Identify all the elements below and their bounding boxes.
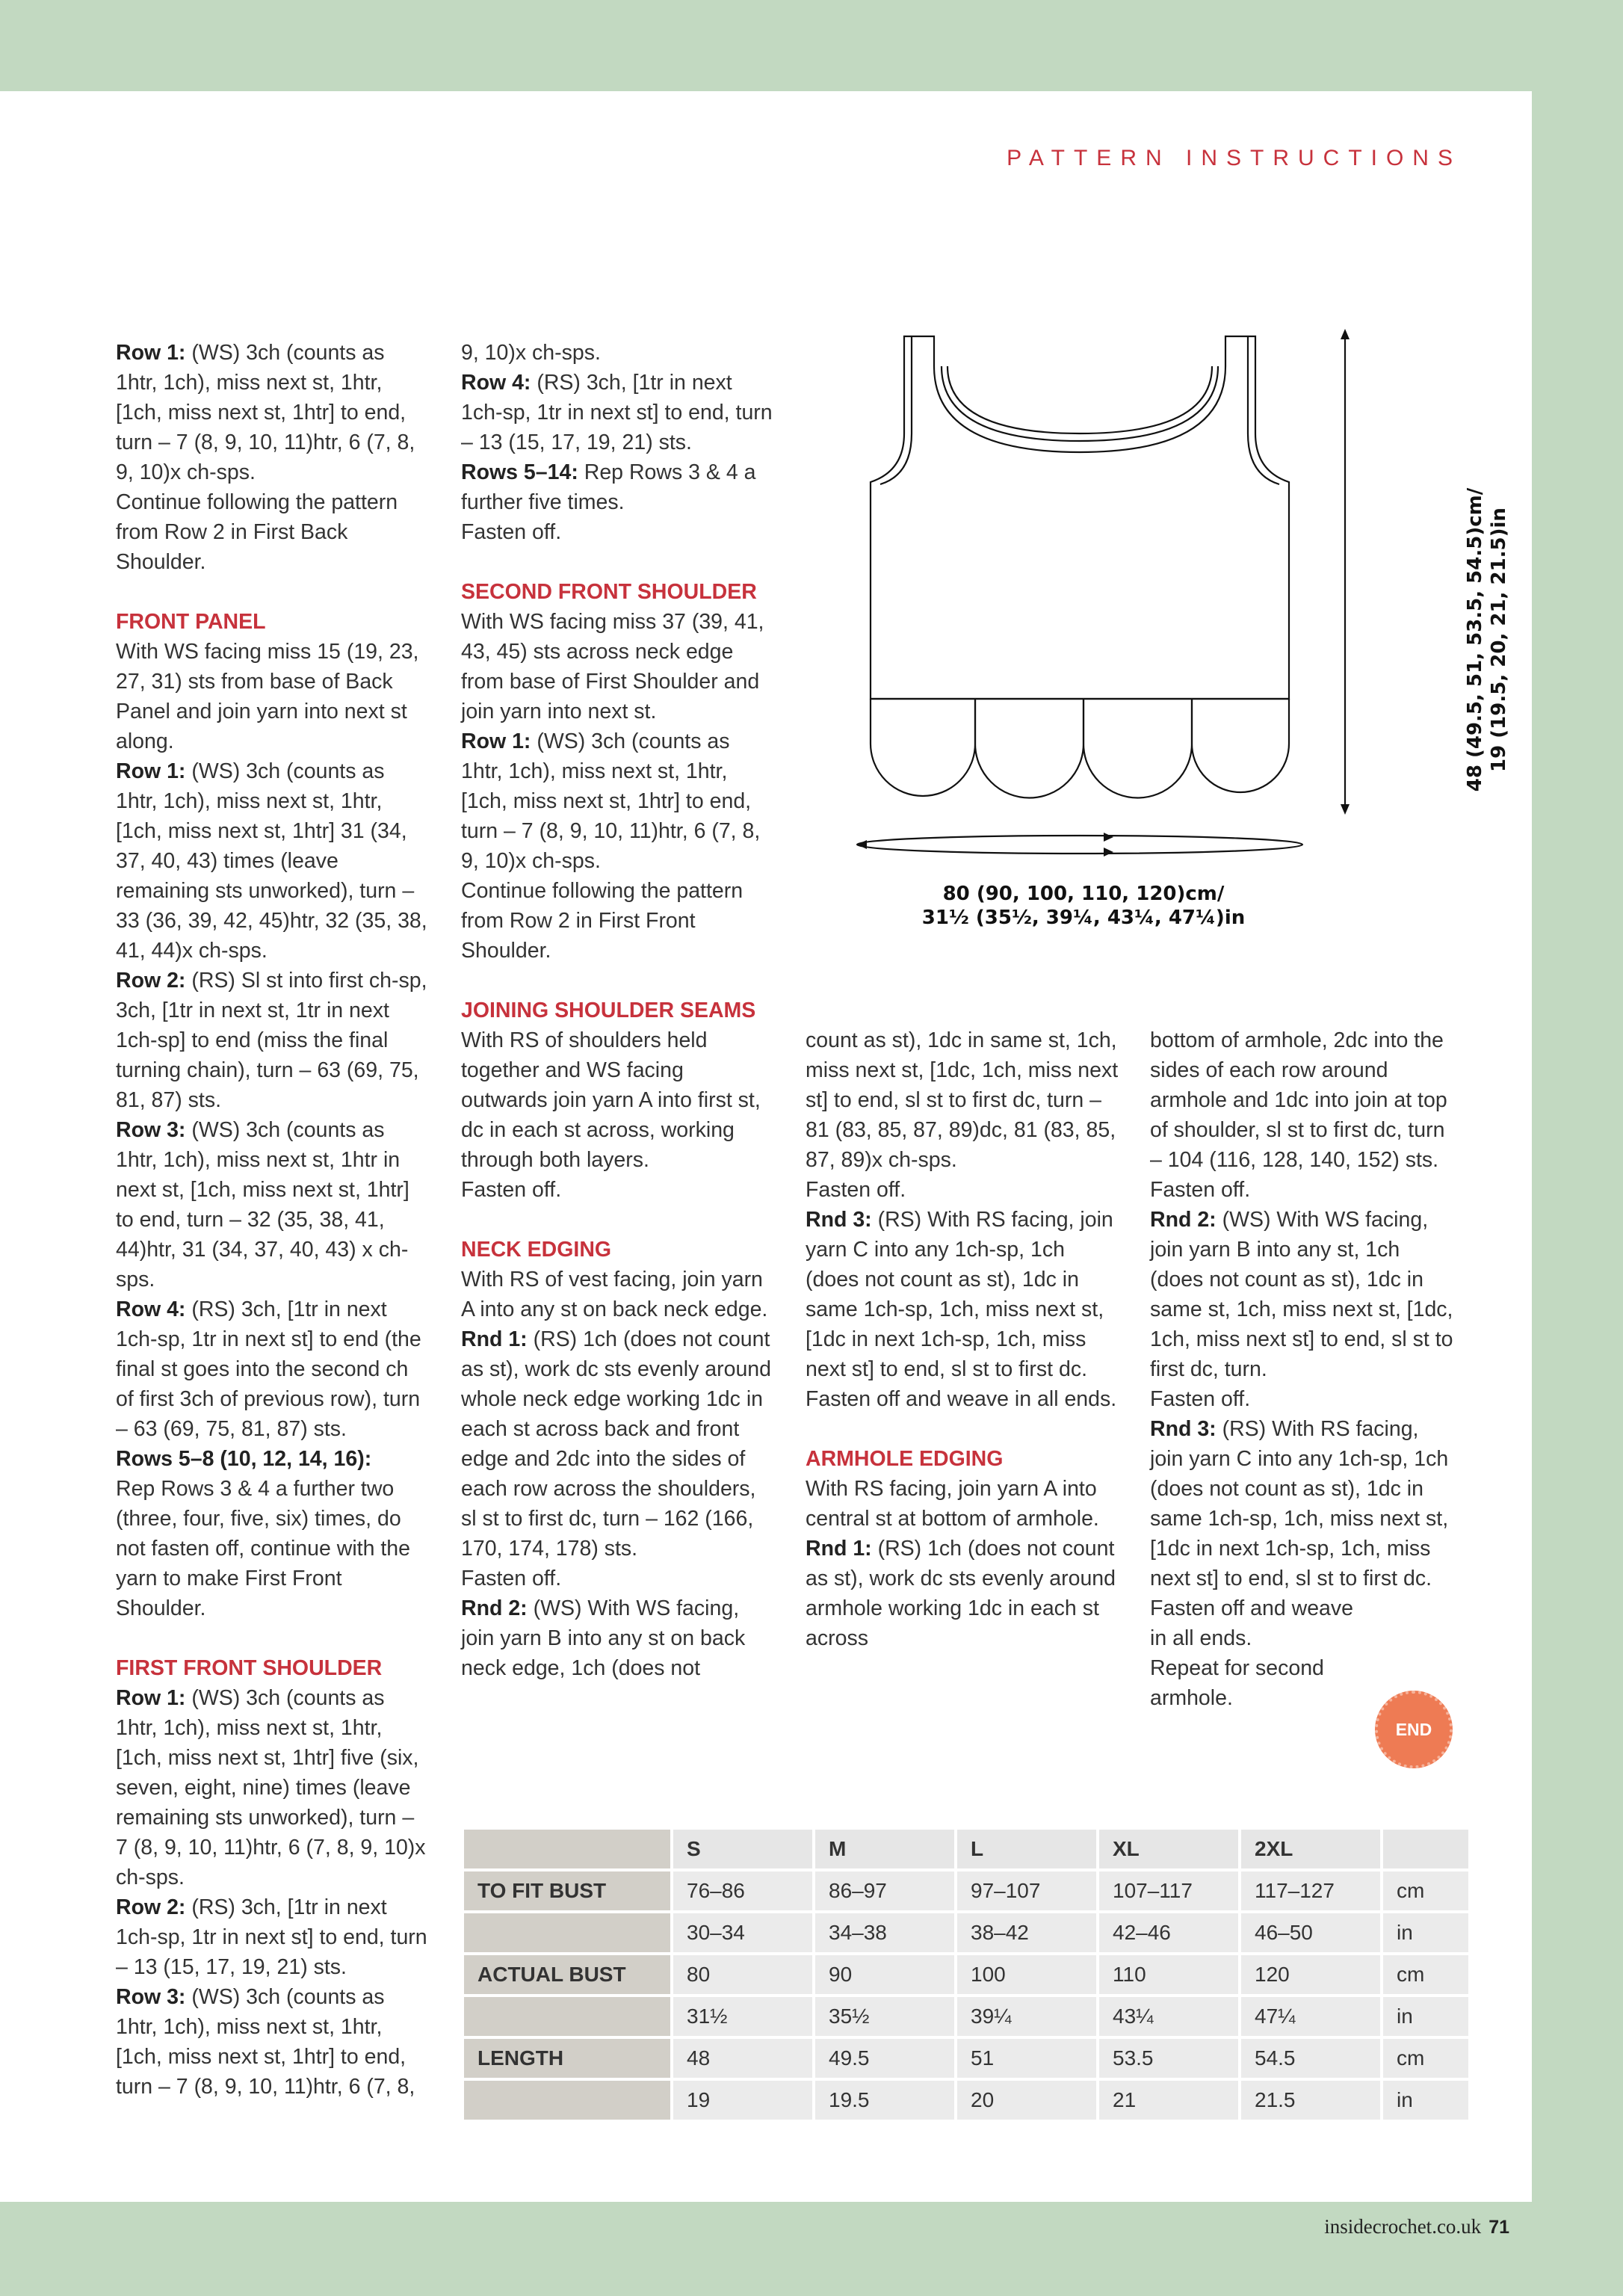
table-header-cell: XL xyxy=(1099,1830,1238,1868)
paragraph: Fasten off. xyxy=(1150,1387,1251,1411)
table-cell: 80 xyxy=(673,1955,812,1994)
paragraph: With WS facing miss 37 (39, 41, 43, 45) sts across neck edge from base of First Shoulder and join yarn into next st. xyxy=(461,610,764,723)
paragraph: Rnd 2: (WS) With WS facing, join yarn B into any st on back neck edge, 1ch (does not xyxy=(461,1596,746,1680)
site-link[interactable]: insidecrochet.co.uk xyxy=(1324,2215,1482,2238)
length-dimension-label: 48 (49.5, 51, 53.5, 54.5)cm/ 19 (19.5, 20, 21, 21.5)in xyxy=(1464,487,1510,792)
paragraph: Rows 5–8 (10, 12, 14, 16): xyxy=(116,1447,372,1471)
heading-joining-shoulder-seams: JOINING SHOULDER SEAMS xyxy=(461,999,756,1022)
paragraph: Row 2: (RS) 3ch, [1tr in next 1ch-sp, 1tr in next st] to end, turn – 13 (15, 17, 19, 21) sts. xyxy=(116,1895,427,1979)
table-cell: 100 xyxy=(957,1955,1096,1994)
page-number: 71 xyxy=(1488,2217,1509,2238)
table-corner-cell xyxy=(464,1830,670,1868)
paragraph: Fasten off and weave in all ends. xyxy=(1150,1596,1353,1650)
table-row xyxy=(464,2039,1468,2078)
table-cell: 97–107 xyxy=(957,1871,1096,1910)
end-badge: END xyxy=(1375,1691,1453,1768)
table-cell: 49.5 xyxy=(815,2039,954,2078)
paragraph: Rep Rows 3 & 4 a further two (three, four, five, six) times, do not fasten off, continue with the yarn to make First Front Shoulder. xyxy=(116,1477,410,1620)
paragraph: Row 4: (RS) 3ch, [1tr in next 1ch-sp, 1tr in next st] to end, turn – 13 (15, 17, 19, 21) sts. xyxy=(461,371,773,454)
table-header-cell: M xyxy=(815,1830,954,1868)
table-cell: 120 xyxy=(1241,1955,1380,1994)
paragraph: With RS of vest facing, join yarn A into any st on back neck edge. xyxy=(461,1268,768,1321)
table-cell: 53.5 xyxy=(1099,2039,1238,2078)
table-cell: 47¼ xyxy=(1241,1997,1380,2036)
column-3 xyxy=(806,1025,1119,1653)
paragraph: With RS of shoulders held together and WS facing outwards join yarn A into first st, dc in each st across, working through both layers. xyxy=(461,1028,761,1172)
paragraph: Row 3: (WS) 3ch (counts as 1htr, 1ch), miss next st, 1htr in next st, [1ch, miss next st, 1htr] to end, turn – 32 (35, 38, 41, 44)htr, 31 (34, 37, 40, 43) x ch-sps. xyxy=(116,1118,409,1292)
row-label: ACTUAL BUST xyxy=(464,1955,670,1994)
paragraph: Fasten off. xyxy=(806,1178,906,1202)
table-cell: 86–97 xyxy=(815,1871,954,1910)
table-cell: 48 xyxy=(673,2039,812,2078)
paragraph: Fasten off. xyxy=(461,1567,562,1590)
paragraph: Rnd 3: (RS) With RS facing, join yarn C into any 1ch-sp, 1ch (does not count as st), 1dc in same 1ch-sp, 1ch, miss next st, [1dc in next 1ch-sp, 1ch, miss next st] to end, sl st to first dc. xyxy=(1150,1417,1449,1590)
table-cell: 54.5 xyxy=(1241,2039,1380,2078)
section-header: PATTERN INSTRUCTIONS xyxy=(1007,146,1462,170)
paragraph: Row 3: (WS) 3ch (counts as 1htr, 1ch), miss next st, 1htr, [1ch, miss next st, 1htr] to end, turn – 7 (8, 9, 10, 11)htr, 6 (7, 8, xyxy=(116,1985,415,2099)
paragraph: Rnd 1: (RS) 1ch (does not count as st), work dc sts evenly around whole neck edge working 1dc in each st across back and front edge and 2dc into the sides of each row across the shoulders, sl st to first dc, turn – 162 (166, 170, 174, 178) sts. xyxy=(461,1327,772,1561)
row-label xyxy=(464,2081,670,2120)
table-cell: 35½ xyxy=(815,1997,954,2036)
paragraph: Fasten off. xyxy=(461,520,562,544)
paragraph: Rnd 2: (WS) With WS facing, join yarn B into any st, 1ch (does not count as st), 1dc in same st, 1ch, miss next st, [1dc, 1ch, miss next st] to end, sl st to first dc, turn. xyxy=(1150,1208,1453,1381)
row-label: TO FIT BUST xyxy=(464,1871,670,1910)
table-header-cell: S xyxy=(673,1830,812,1868)
table-cell: 31½ xyxy=(673,1997,812,2036)
table-cell: 76–86 xyxy=(673,1871,812,1910)
table-row xyxy=(464,1871,1468,1910)
paragraph: Rows 5–14: Rep Rows 3 & 4 a further five times. xyxy=(461,460,756,514)
width-dimension-label: 80 (90, 100, 110, 120)cm/ 31½ (35½, 39¼, 43¼, 47¼)in xyxy=(921,883,1246,929)
paragraph: Continue following the pattern from Row 2 in First Front Shoulder. xyxy=(461,879,744,963)
heading-front-panel: FRONT PANEL xyxy=(116,610,266,634)
table-cell: 19 xyxy=(673,2081,812,2120)
table-cell: 46–50 xyxy=(1241,1913,1380,1952)
table-cell: 21 xyxy=(1099,2081,1238,2120)
paragraph: Fasten off. xyxy=(461,1178,562,1202)
table-cell: 90 xyxy=(815,1955,954,1994)
table-cell: 19.5 xyxy=(815,2081,954,2120)
paragraph: Row 1: (WS) 3ch (counts as 1htr, 1ch), miss next st, 1htr, [1ch, miss next st, 1htr] five (six, seven, eight, nine) times (leave remaining sts unworked), turn – 7 (8, 9, 10, 11)htr, 6 (7, 8, 9, 10)x ch-sps. xyxy=(116,1686,426,1889)
unit-cell: cm xyxy=(1383,1871,1468,1910)
table-header-cell xyxy=(1383,1830,1468,1868)
heading-neck-edging: NECK EDGING xyxy=(461,1238,612,1262)
size-table xyxy=(461,1827,1471,2123)
column-4 xyxy=(1150,1025,1456,1713)
table-header-row xyxy=(464,1830,1468,1868)
unit-cell: in xyxy=(1383,2081,1468,2120)
table-cell: 107–117 xyxy=(1099,1871,1238,1910)
row-label xyxy=(464,1913,670,1952)
paragraph: Row 1: (WS) 3ch (counts as 1htr, 1ch), miss next st, 1htr, [1ch, miss next st, 1htr] to end, turn – 7 (8, 9, 10, 11)htr, 6 (7, 8, 9, 10)x ch-sps. xyxy=(116,341,415,484)
table-cell: 117–127 xyxy=(1241,1871,1380,1910)
paragraph: Rnd 3: (RS) With RS facing, join yarn C into any 1ch-sp, 1ch (does not count as st), 1dc in same 1ch-sp, 1ch, miss next st, [1dc in next 1ch-sp, 1ch, miss next st] to end, sl st to first dc. xyxy=(806,1208,1113,1381)
table-header-cell: L xyxy=(957,1830,1096,1868)
paragraph: With WS facing miss 15 (19, 23, 27, 31) sts from base of Back Panel and join yarn into next st along. xyxy=(116,640,419,753)
table-header-cell: 2XL xyxy=(1241,1830,1380,1868)
table-row xyxy=(464,1955,1468,1994)
unit-cell: cm xyxy=(1383,2039,1468,2078)
paragraph: Row 2: (RS) Sl st into first ch-sp, 3ch, [1tr in next st, 1tr in next 1ch-sp] to end (miss the final turning chain), turn – 63 (69, 75, 81, 87) sts. xyxy=(116,969,427,1112)
table-cell: 21.5 xyxy=(1241,2081,1380,2120)
heading-armhole-edging: ARMHOLE EDGING xyxy=(806,1447,1004,1471)
table-cell: 20 xyxy=(957,2081,1096,2120)
table-cell: 43¼ xyxy=(1099,1997,1238,2036)
row-label: LENGTH xyxy=(464,2039,670,2078)
paragraph: Repeat for second armhole. xyxy=(1150,1656,1324,1710)
table-cell: 39¼ xyxy=(957,1997,1096,2036)
paragraph: count as st), 1dc in same st, 1ch, miss next st, [1dc, 1ch, miss next st] to end, sl st to first dc, turn – 81 (83, 85, 87, 89)dc, 81 (83, 85, 87, 89)x ch-sps. xyxy=(806,1028,1119,1172)
paragraph: Row 1: (WS) 3ch (counts as 1htr, 1ch), miss next st, 1htr, [1ch, miss next st, 1htr] 31 (34, 37, 40, 43) times (leave remaining sts unworked), turn – 33 (36, 39, 42, 45)htr, 32 (35, 38, 41, 44)x ch-sps. xyxy=(116,759,427,963)
table-cell: 42–46 xyxy=(1099,1913,1238,1952)
table-cell: 34–38 xyxy=(815,1913,954,1952)
heading-second-front-shoulder: SECOND FRONT SHOULDER xyxy=(461,580,757,604)
paragraph: Rnd 1: (RS) 1ch (does not count as st), work dc sts evenly around armhole working 1dc in each st across xyxy=(806,1537,1116,1650)
paragraph: Row 1: (WS) 3ch (counts as 1htr, 1ch), miss next st, 1htr, [1ch, miss next st, 1htr] to end, turn – 7 (8, 9, 10, 11)htr, 6 (7, 8, 9, 10)x ch-sps. xyxy=(461,729,761,873)
table-row xyxy=(464,1997,1468,2036)
table-cell: 110 xyxy=(1099,1955,1238,1994)
unit-cell: in xyxy=(1383,1913,1468,1952)
table-cell: 30–34 xyxy=(673,1913,812,1952)
page-footer xyxy=(1324,2215,1509,2238)
row-label xyxy=(464,1997,670,2036)
column-2 xyxy=(461,338,775,1683)
paragraph: bottom of armhole, 2dc into the sides of each row around armhole and 1dc into join at top of shoulder, sl st to first dc, turn – 104 (116, 128, 140, 152) sts. xyxy=(1150,1028,1447,1172)
table-cell: 38–42 xyxy=(957,1913,1096,1952)
paragraph: Fasten off. xyxy=(1150,1178,1251,1202)
heading-first-front-shoulder: FIRST FRONT SHOULDER xyxy=(116,1656,383,1680)
table-cell: 51 xyxy=(957,2039,1096,2078)
column-1 xyxy=(116,338,430,2102)
paragraph: With RS facing, join yarn A into central st at bottom of armhole. xyxy=(806,1477,1099,1531)
paragraph: 9, 10)x ch-sps. xyxy=(461,341,601,365)
paragraph: Continue following the pattern from Row 2 in First Back Shoulder. xyxy=(116,490,398,574)
unit-cell: cm xyxy=(1383,1955,1468,1994)
table-row xyxy=(464,2081,1468,2120)
unit-cell: in xyxy=(1383,1997,1468,2036)
paragraph: Fasten off and weave in all ends. xyxy=(806,1387,1117,1411)
table-row xyxy=(464,1913,1468,1952)
vest-schematic-diagram xyxy=(852,321,1450,874)
paragraph: Row 4: (RS) 3ch, [1tr in next 1ch-sp, 1tr in next st] to end (the final st goes into the second ch of first 3ch of previous row), turn – 63 (69, 75, 81, 87) sts. xyxy=(116,1297,421,1441)
